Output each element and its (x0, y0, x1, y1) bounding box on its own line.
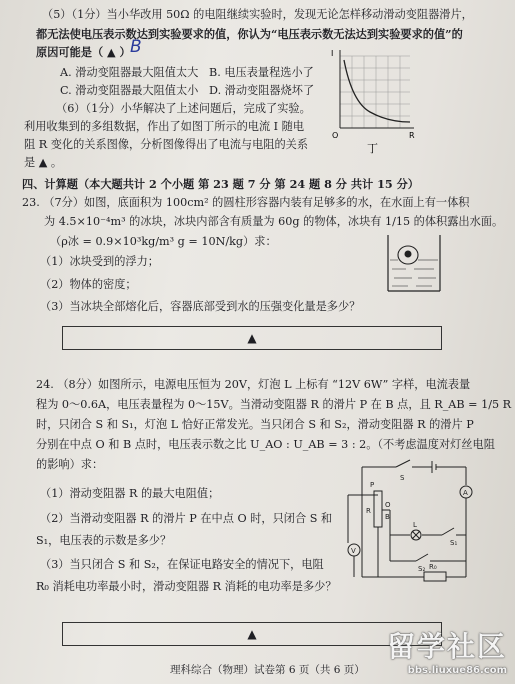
q5-option-a: A. 滑动变阻器最大阻值太大 (60, 66, 199, 79)
circuit-label-b: B (385, 513, 390, 521)
q23-sub1: （1）冰块受到的浮力； (40, 255, 159, 268)
q5-line1: （5）（1分）当小华改用 50Ω 的电阻继续实验时，发现无论怎样移动滑动变阻器滑片， (42, 8, 473, 21)
circuit-label-s: S (400, 474, 405, 482)
circuit-label-r: R (366, 507, 371, 515)
handwritten-answer: B (130, 37, 142, 57)
q24-line1: 24. （8分）如图所示，电源电压恒为 20V，灯泡 L 上标有 “12V 6W” 字样，电流表量 (36, 378, 471, 391)
circuit-label-s1: S₁ (450, 539, 458, 547)
circuit-diagram (340, 455, 478, 587)
q6-line3: 阻 R 变化的关系图像，分析图像得出了电流与电阻的关系 (24, 138, 309, 151)
q5-line3: 原因可能是（ ▲ ） (36, 45, 131, 59)
q24-line4: 分别在中点 O 和 B 点时，电压表示数之比 U_AO : U_AB = 3 : 2。（不考虑温度对灯丝电阻 (36, 438, 495, 451)
watermark-brand: 留学社区 (386, 630, 507, 663)
q23-line3: （ρ冰 = 0.9×10³kg/m³ g = 10N/kg）求： (50, 235, 277, 248)
q23-sub3: （3）当冰块全部熔化后，容器底部受到水的压强变化量是多少？ (40, 300, 361, 313)
current-resistance-graph (322, 46, 417, 156)
q23-line2: 为 4.5×10⁻⁴m³ 的冰块，冰块内部含有质量为 60g 的物体，冰块有 1/15 的体积露出水面。 (44, 215, 504, 228)
circuit-label-v: V (351, 547, 356, 555)
page-footer: 理科综合（物理）试卷第 6 页（共 6 页） (170, 664, 365, 676)
answer-placeholder-icon: ▲ (247, 331, 257, 345)
circuit-label-s2: S₂ (418, 565, 426, 573)
circuit-label-p: P (370, 481, 375, 489)
q23-answer-box[interactable] (62, 326, 442, 350)
q24-sub1: （1）滑动变阻器 R 的最大电阻值； (40, 487, 220, 500)
q5-option-c: C. 滑动变阻器最大阻值太小 (60, 84, 199, 97)
beaker-figure (384, 233, 444, 295)
q24-answer-box[interactable] (62, 622, 442, 646)
q24-sub3a: （3）当只闭合 S 和 S₂，在保证电路安全的情况下，电阻 (40, 558, 324, 571)
graph-label: 丁 (367, 142, 378, 155)
q24-line2: 程为 0～0.6A，电压表量程为 0～15V。当滑动变阻器 R 的滑片 P 在 B 点，且 R_AB = 1/5 R (36, 398, 512, 411)
graph-axis-i: I (331, 49, 334, 58)
q23-line1: 23. （7分）如图，底面积为 100cm² 的圆柱形容器内装有足够多的水，在水面上有一体积 (22, 196, 470, 209)
circuit-label-o: O (385, 501, 391, 509)
circuit-label-a: A (463, 489, 468, 497)
answer-placeholder-icon: ▲ (247, 627, 257, 641)
section-title: 四、计算题（本大题共计 2 个小题 第 23 题 7 分 第 24 题 8 分 共计 15 分） (22, 177, 419, 191)
q24-sub3b: R₀ 消耗电功率最小时，滑动变阻器 R 消耗的电功率是多少？ (36, 580, 337, 593)
q5-option-d: D. 滑动变阻器烧坏了 (209, 84, 315, 97)
q6-line4: 是 ▲ 。 (24, 156, 63, 169)
q5-option-b: B. 电压表量程选小了 (209, 66, 314, 79)
circuit-label-r0: R₀ (429, 563, 437, 571)
q24-sub2a: （2）当滑动变阻器 R 的滑片 P 在中点 O 时，只闭合 S 和 (40, 512, 333, 525)
graph-axis-r: R (409, 131, 415, 140)
graph-origin: O (332, 131, 339, 140)
q24-sub2b: S₁，电压表的示数是多少？ (36, 534, 172, 547)
watermark-url: bbs.liuxue86.com (407, 665, 507, 676)
q23-sub2: （2）物体的密度； (40, 278, 137, 291)
site-watermark (387, 625, 507, 676)
q24-line3: 时，只闭合 S 和 S₁，灯泡 L 恰好正常发光。当只闭合 S 和 S₂，滑动变阻器 R 的滑片 P (36, 418, 474, 431)
q6-line1: （6）（1分）小华解决了上述问题后，完成了实验。 (56, 102, 311, 115)
q5-line2: 都无法使电压表示数达到实验要求的值，你认为“电压表示数无法达到实验要求的值”的 (36, 27, 463, 41)
circuit-label-l: L (413, 521, 417, 529)
q6-line2: 利用收集到的多组数据，作出了如图丁所示的电流 I 随电 (24, 120, 305, 133)
q24-line5: 的影响）求： (36, 458, 104, 471)
